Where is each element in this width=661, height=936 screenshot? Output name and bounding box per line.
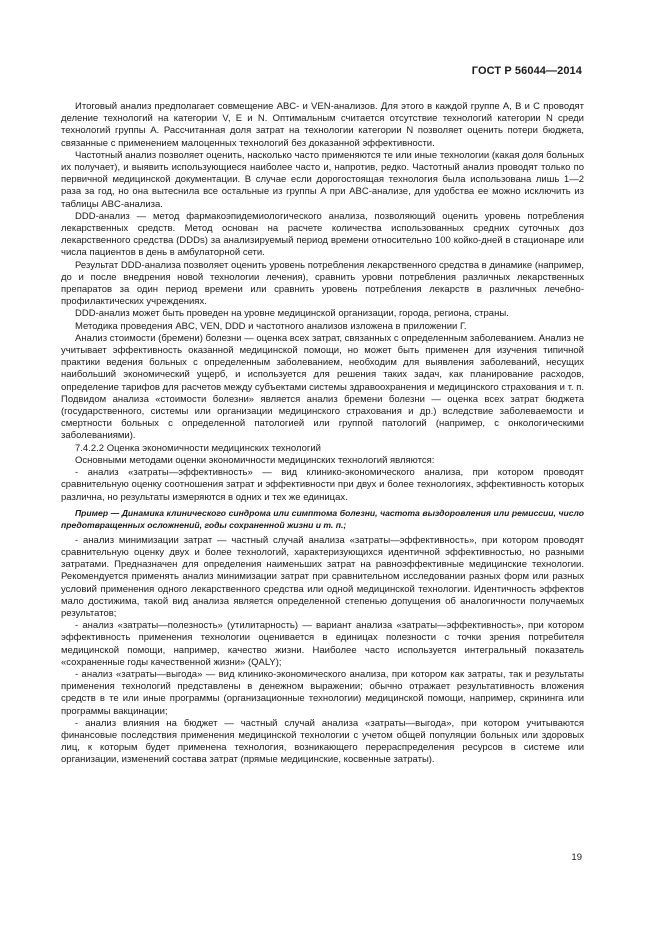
paragraph: Результат DDD-анализа позволяет оценить уровень потребления лекарственного средства в динамике (например, до и после внедрения новой технологии лечения), сравнить уровни потребления различных лекарственных препаратов за один период времени или сравнить уровень потребления лекарств в различных лечебно-профилактических учреждениях.: [61, 259, 584, 308]
page-number: 19: [571, 852, 582, 863]
paragraph: DDD-анализ — метод фармакоэпидемиологического анализа, позволяющий оценить уровень потребления лекарственных средств. Метод основан на расчете количества использованных средних суточных доз лекарственного средства (DDDs) за анализируемый период времени относительно 100 койко-дней в стационаре или числа пациентов в день в амбулаторной сети.: [61, 210, 584, 259]
section-heading: 7.4.2.2 Оценка экономичности медицинских технологий: [75, 442, 321, 454]
list-item: - анализ влияния на бюджет — частный случай анализа «затраты—выгода», при котором учитываются финансовые последствия применения медицинской технологии с учетом общей популяции больных или здоровых лиц, к которым будет применена технология, возникающего перераспределения ресурсов в системе или организации, изменений состава затрат (прямые медицинские, косвенные затраты).: [61, 717, 584, 766]
list-item: - анализ «затраты—эффективность» — вид клинико-экономического анализа, при котором проводят сравнительную оценку соотношения затрат и эффективности при двух и более технологиях, эффективность которых различна, но результаты измеряются в одних и тех же единицах.: [61, 467, 584, 503]
paragraph: Частотный анализ позволяет оценить, насколько часто применяются те или иные технологии (какая доля больных их получает), и выявить использующиеся наиболее часто и, напротив, редко. Частотный анализ проводят только по первичной медицинской документации. В случае если дорогостоящая технология была использована лишь 1—2 раза за год, но она вытеснила все остальные из группы A при ABC-анализе, для удобства ее можно исключить из таблицы ABC-анализа.: [61, 149, 584, 210]
list-item: - анализ «затраты—выгода» — вид клинико-экономического анализа, при котором как затраты, так и результаты применения технологий представлены в денежном выражении; обычно отражает результативность вложения средств в те или иные программы (организационные технологии) медицинской помощи, например, скрининга или программы вакцинации;: [61, 668, 584, 717]
paragraph: Основными методами оценки экономичности медицинских технологий являются:: [75, 454, 435, 466]
paragraph: Анализ стоимости (бремени) болезни — оценка всех затрат, связанных с определенным заболеванием. Анализ не учитывает эффективность оказанной медицинской помощи, но может быть применен для изучения типичной практики ведения больных с определенным заболеванием, необходим для выявления заболеваний, несущих наибольший экономический ущерб, и используется для решения таких задач, как планирование расходов, определение тарифов для расчетов между субъектами системы здравоохранения и медицинского страхования и т. п. Подвидом анализа «стоимости болезни» является анализ бремени болезни — оценка всех затрат бюджета (государственного, системы или организации медицинского страхования и др.) вследствие заболеваемости и смертности больных с определенной патологией или группой патологий (например, с онкологическими заболеваниями).: [61, 332, 584, 442]
paragraph: Методика проведения ABC, VEN, DDD и частотного анализов изложена в приложении Г.: [75, 320, 467, 332]
example-note: Пример — Динамика клинического синдрома или симптома болезни, частота выздоровления или ремиссии, число предотвращенных осложнений, годы сохраненной жизни и т. п.;: [61, 507, 584, 530]
paragraph: DDD-анализ может быть проведен на уровне медицинской организации, города, региона, страны.: [75, 308, 509, 320]
paragraph: Итоговый анализ предполагает совмещение ABC- и VEN-анализов. Для этого в каждой группе A, B и C проводят деление технологий на категории V, E и N. Оптимальным считается отсутствие технологий категории N среди технологий группы A. Рассчитанная доля затрат на технологии категории N позволяет оценить потери бюджета, связанные с применением малоценных технологий без доказанной эффективности.: [61, 101, 584, 149]
list-item: - анализ «затраты—полезность» (утилитарность) — вариант анализа «затраты—эффективность», при котором эффективность применения технологии оценивается в единицах полезности с точки зрения потребителя медицинской помощи, например, качество жизни. Наиболее часто используется интегральный показатель «сохраненные годы качественной жизни» (QALY);: [61, 620, 584, 668]
list-item: - анализ минимизации затрат — частный случай анализа «затраты—эффективность», при котором проводят сравнительную оценку двух и более технологий, характеризующихся идентичной эффективностью, но разными затратами. Предназначен для определения наименьших затрат на равноэффективные медицинские технологии. Рекомендуется применять анализ минимизации затрат при сравнительном исследовании разных форм или разных условий применения одного лекарственного средства или одной медицинской технологии. Идентичность эффектов мало достижима, такой вид анализа является определенной степенью допущения об аналогичности получаемых результатов;: [61, 534, 584, 619]
document-body: [61, 101, 584, 767]
standard-header: ГОСТ Р 56044—2014: [471, 65, 582, 77]
